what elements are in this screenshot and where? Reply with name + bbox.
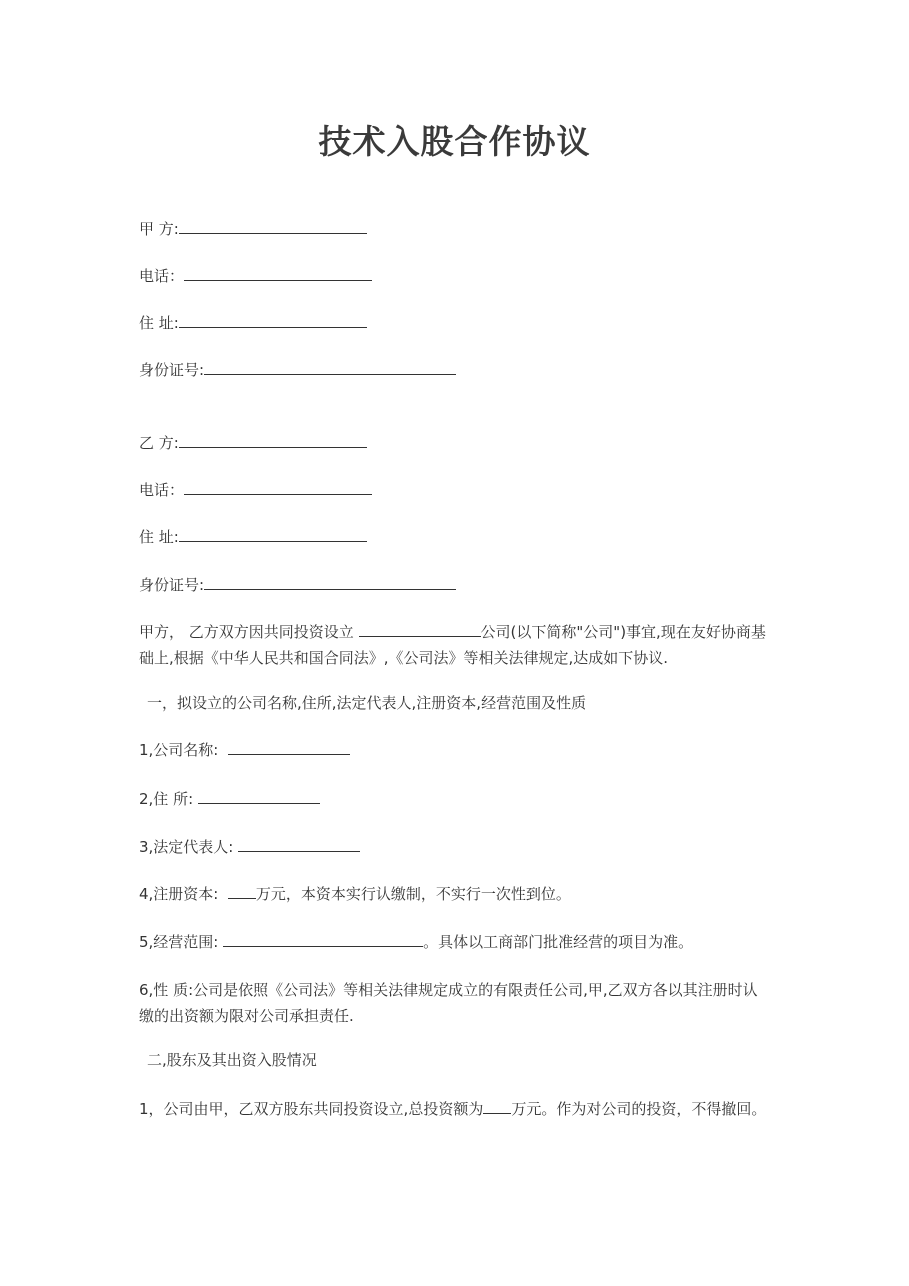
section2-heading: 二,股东及其出资入股情况: [147, 1051, 317, 1069]
party-b-address-line: [139, 525, 367, 549]
registered-capital-blank[interactable]: [228, 883, 256, 899]
company-address-label: 2,住 所:: [139, 790, 194, 808]
party-b-phone-blank[interactable]: [184, 479, 372, 495]
party-a-name-label: 甲 方:: [139, 220, 179, 238]
party-b-id-label: 身份证号:: [139, 576, 205, 594]
party-b-name-label: 乙 方:: [139, 434, 179, 452]
document-title: 技术入股合作协议: [318, 122, 591, 161]
section1-heading: 一，拟设立的公司名称,住所,法定代表人,注册资本,经营范围及性质: [147, 694, 587, 712]
intro-text-1: 甲方， 乙方双方因共同投资设立: [139, 623, 359, 641]
party-b-phone-label: 电话：: [139, 481, 185, 499]
party-a-id-line: [139, 358, 456, 382]
party-a-name-blank[interactable]: [179, 218, 367, 234]
registered-capital-line: [139, 882, 571, 906]
company-address-line: [139, 787, 320, 811]
party-a-address-blank[interactable]: [179, 312, 367, 328]
party-a-phone-blank[interactable]: [184, 265, 372, 281]
party-b-name-line: [139, 431, 367, 455]
business-scope-line: [139, 930, 693, 954]
business-scope-suffix: 。具体以工商部门批准经营的项目为准。: [423, 933, 694, 951]
investment-text-2: 万元。作为对公司的投资，不得撤回。: [511, 1100, 767, 1118]
party-b-address-label: 住 址:: [139, 528, 179, 546]
business-scope-blank[interactable]: [223, 931, 423, 947]
party-a-address-line: [139, 311, 367, 335]
company-name-line: [139, 738, 350, 762]
party-a-phone-label: 电话：: [139, 267, 185, 285]
registered-capital-label: 4,注册资本:: [139, 885, 219, 903]
party-b-address-blank[interactable]: [179, 526, 367, 542]
party-a-id-label: 身份证号:: [139, 361, 205, 379]
party-a-id-blank[interactable]: [204, 359, 456, 375]
company-name-label: 1,公司名称:: [139, 741, 219, 759]
investment-text-1: 1，公司由甲，乙双方股东共同投资设立,总投资额为: [139, 1100, 484, 1118]
company-nature-paragraph: 6,性 质:公司是依照《公司法》等相关法律规定成立的有限责任公司,甲,乙双方各以其注册时认缴的出资额为限对公司承担责任.: [139, 981, 758, 1025]
intro-paragraph: [139, 619, 772, 671]
business-scope-label: 5,经营范围:: [139, 933, 219, 951]
legal-rep-label: 3,法定代表人:: [139, 838, 234, 856]
party-b-id-blank[interactable]: [204, 574, 456, 590]
party-b-id-line: [139, 573, 456, 597]
registered-capital-suffix: 万元，本资本实行认缴制，不实行一次性到位。: [255, 885, 571, 903]
party-a-address-label: 住 址:: [139, 314, 179, 332]
legal-rep-line: [139, 835, 360, 859]
party-b-name-blank[interactable]: [179, 432, 367, 448]
party-b-phone-line: [139, 478, 372, 502]
company-address-blank[interactable]: [198, 788, 320, 804]
intro-company-blank[interactable]: [359, 621, 481, 637]
company-name-blank[interactable]: [228, 739, 350, 755]
party-a-name-line: [139, 217, 367, 241]
investment-paragraph: [139, 1096, 772, 1122]
party-a-phone-line: [139, 264, 372, 288]
legal-rep-blank[interactable]: [238, 836, 360, 852]
investment-amount-blank[interactable]: [483, 1098, 511, 1114]
intro-text-2: 公司(以下简称"公司")事宜,现在友好协商基础上,根据《中华人民共和国合同法》,《公司法》等相关法律规定,达成如下协议.: [139, 623, 766, 667]
